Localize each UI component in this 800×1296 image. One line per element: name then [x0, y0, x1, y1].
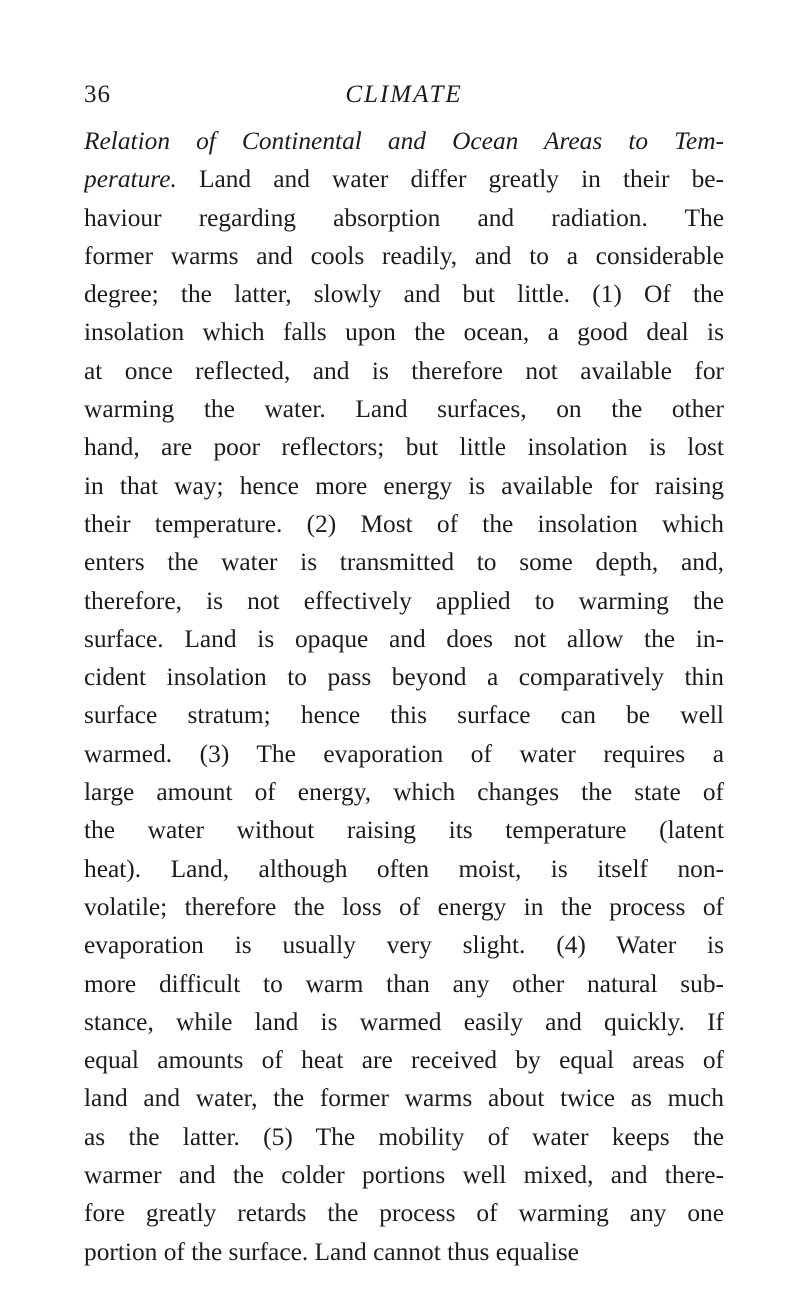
text-line: in that way; hence more energy is available for raising — [84, 471, 724, 500]
running-title: CLIMATE — [345, 81, 463, 108]
text-line: hand, are poor reflectors; but little insolation is lost — [84, 433, 724, 462]
text-line: portion of the surface. Land cannot thus equalise — [84, 1237, 579, 1266]
text-line: cident insolation to pass beyond a comparatively thin — [84, 663, 724, 692]
page-header — [84, 81, 724, 115]
text-line: insolation which falls upon the ocean, a good deal is — [84, 318, 724, 347]
text-line: as the latter. (5) The mobility of water keeps the — [84, 1122, 724, 1151]
body-paragraph — [84, 122, 724, 1271]
text-line: heat). Land, although often moist, is itself non- — [84, 854, 724, 883]
text-line: the water without raising its temperature (latent — [84, 816, 724, 845]
text-line: stance, while land is warmed easily and quickly. If — [84, 1007, 724, 1036]
text-line: warmer and the colder portions well mixed, and there- — [84, 1161, 724, 1190]
text-line: evaporation is usually very slight. (4) Water is — [84, 931, 724, 960]
text-line: equal amounts of heat are received by equal areas of — [84, 1046, 724, 1075]
section-title: Relation of Continental and Ocean Areas to Tem- — [84, 127, 724, 155]
page-number: 36 — [84, 81, 111, 108]
text-line: large amount of energy, which changes the state of — [84, 778, 724, 807]
text-line: former warms and cools readily, and to a considerable — [84, 241, 724, 270]
section-title-continued: perature. — [84, 165, 177, 194]
text-line: land and water, the former warms about twice as much — [84, 1084, 724, 1113]
text-line-1 — [84, 122, 724, 160]
text-line: surface stratum; hence this surface can be well — [84, 701, 724, 730]
text-line: therefore, is not effectively applied to warming the — [84, 586, 724, 615]
text-line: their temperature. (2) Most of the insolation which — [84, 509, 724, 538]
text-line: enters the water is transmitted to some depth, and, — [84, 548, 724, 577]
text-line: haviour regarding absorption and radiation. The — [84, 203, 724, 232]
text-line: degree; the latter, slowly and but little. (1) Of the — [84, 280, 724, 309]
text-line: surface. Land is opaque and does not allow the in- — [84, 624, 724, 653]
text-line: warmed. (3) The evaporation of water requires a — [84, 739, 724, 768]
text-line: fore greatly retards the process of warming any one — [84, 1199, 724, 1228]
text-line: volatile; therefore the loss of energy in the process of — [84, 892, 724, 921]
text-line: warming the water. Land surfaces, on the other — [84, 395, 724, 424]
text-line: at once reflected, and is therefore not available for — [84, 356, 724, 385]
text-line-2-rest: Land and water differ greatly in their be- — [176, 165, 724, 194]
text-line: more difficult to warm than any other natural sub- — [84, 969, 724, 998]
text-line-2 — [84, 160, 724, 198]
